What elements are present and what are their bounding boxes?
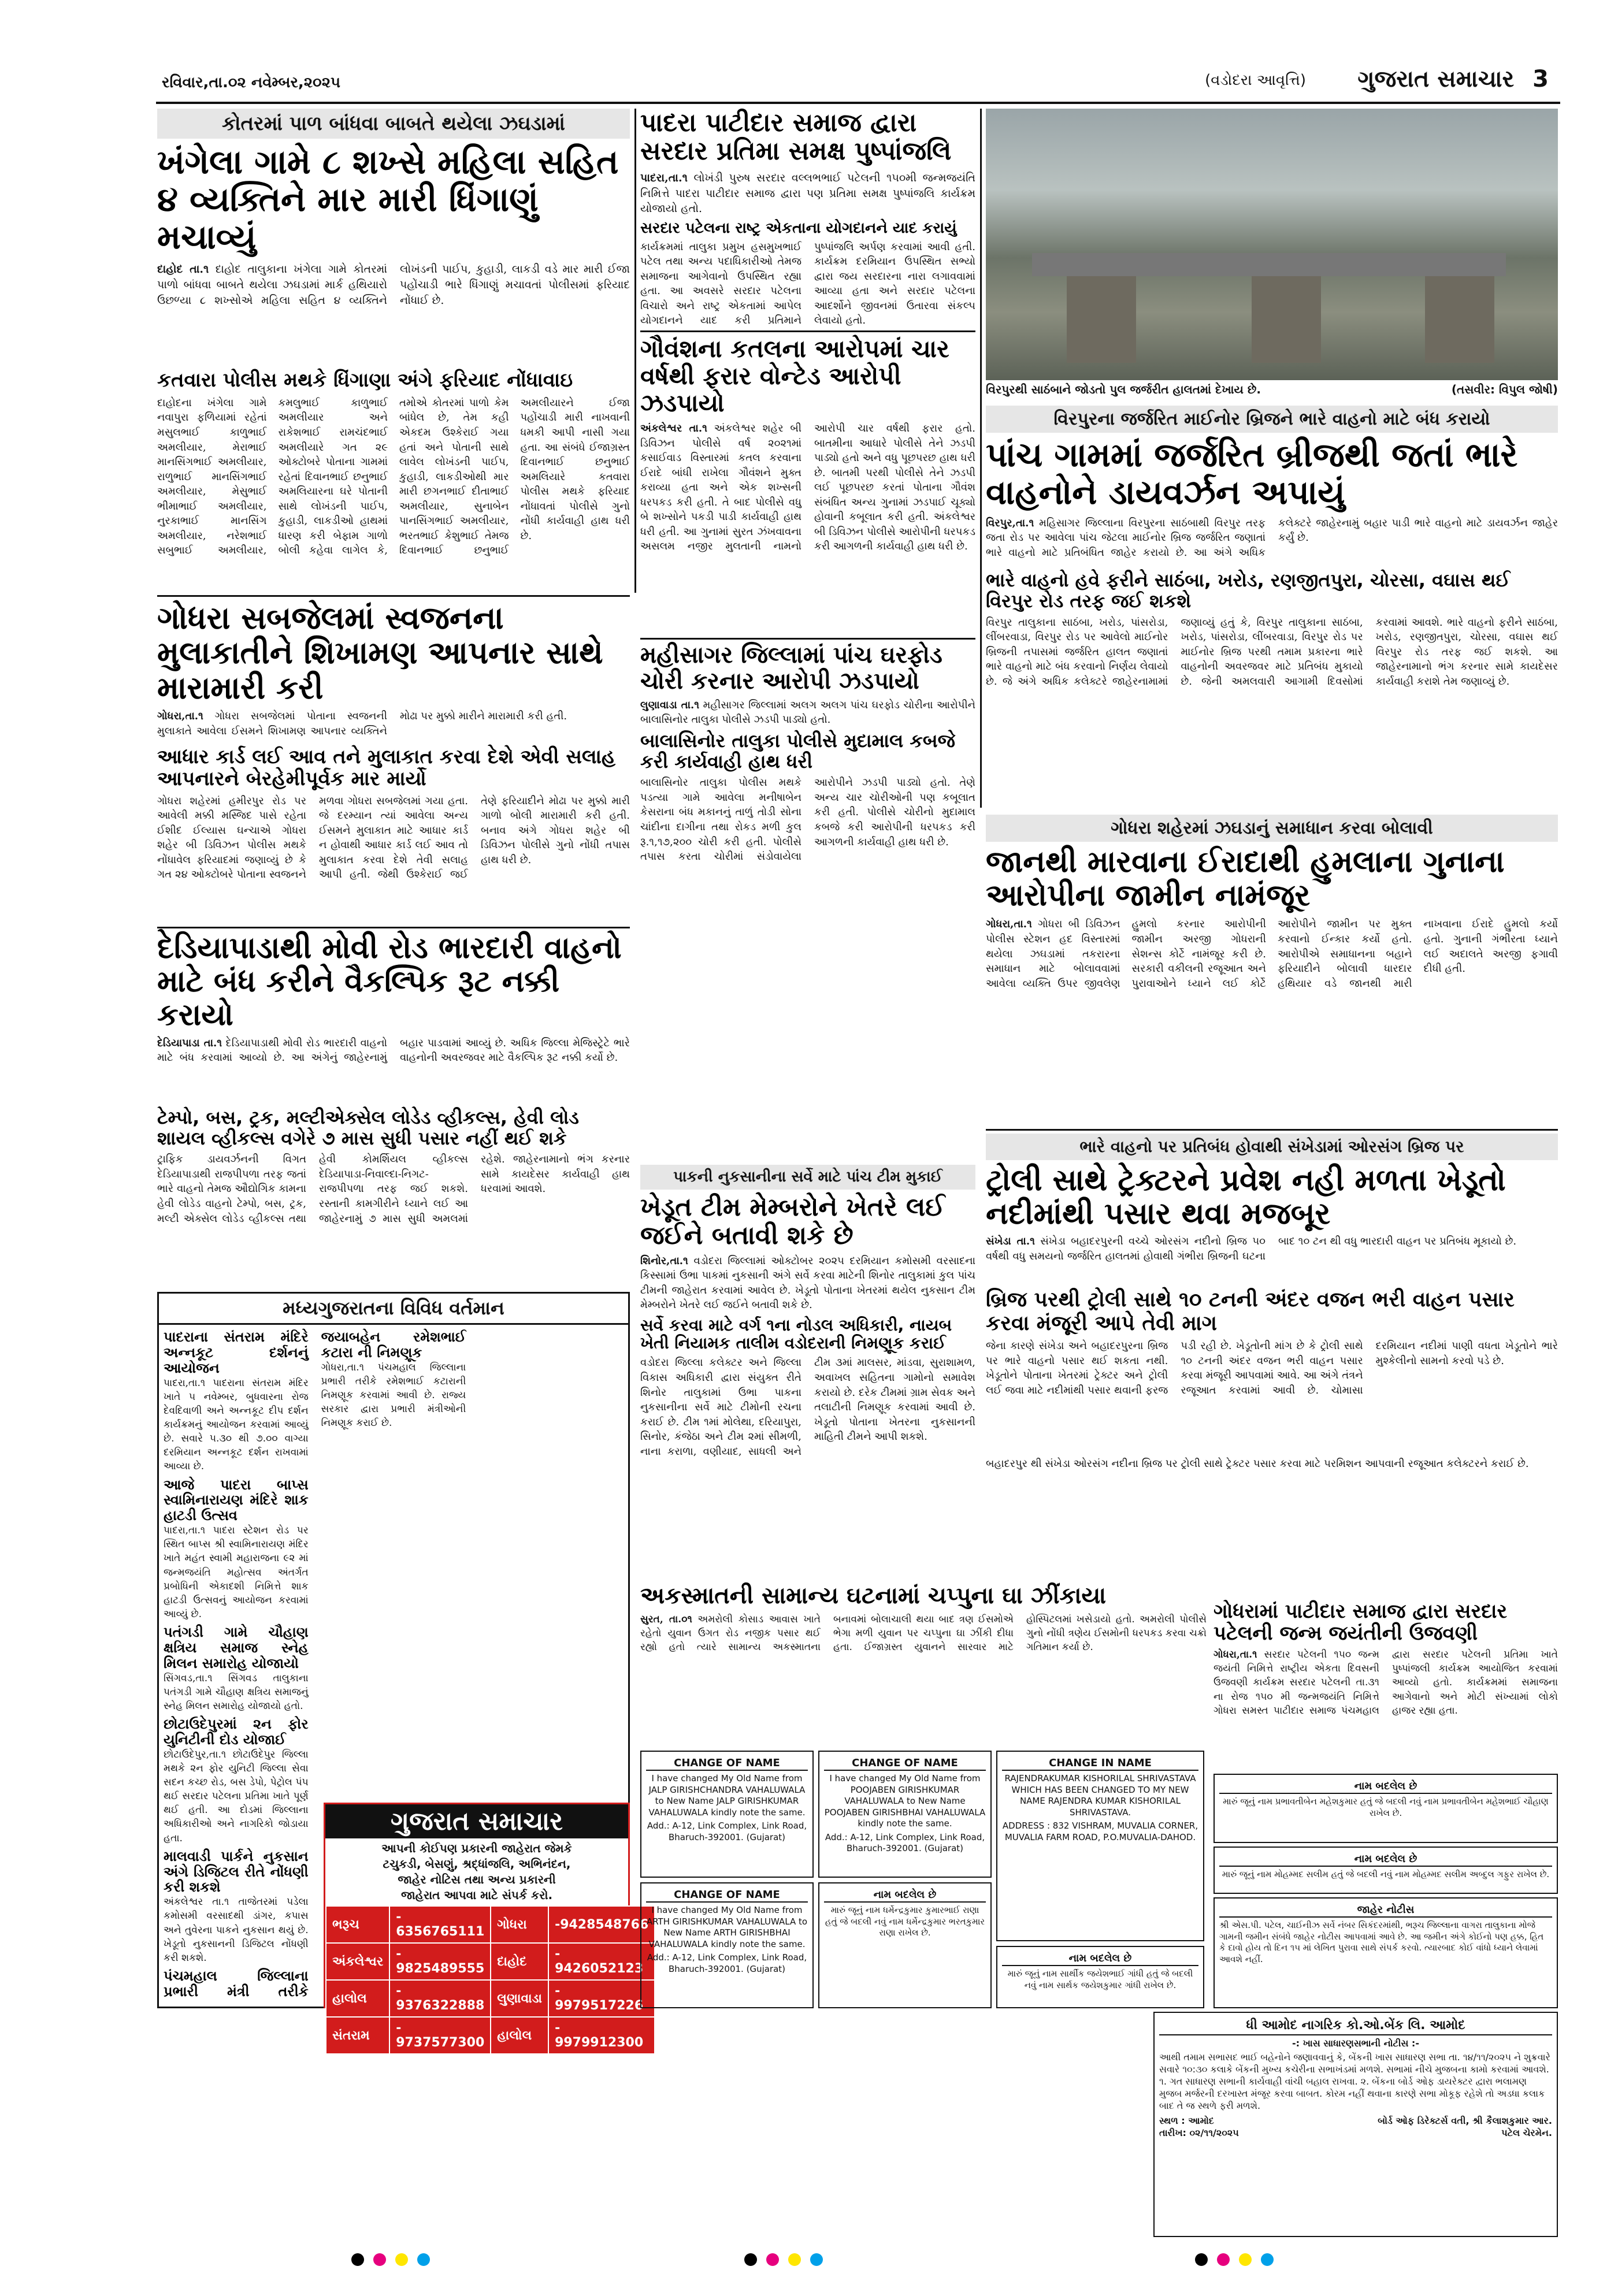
r1-body: પાદરા,તા.૧ પાદરાના સંતરામ મંદિર ખાતે ૫ નવેમ્બર, બુધવારના રોજ દેવદિવાળી અને અન્નકૂટ દીપ દર્શન કાર્યક્રમનું આયોજન કરવામાં આવ્યું છે. સવારે ૫.૩૦ થી ૭.૦૦ વાગ્યા દરમિયાન અન્નકૂટ દર્શન રાખવામાં આવ્યા છે. [164,1377,309,1473]
a9-body2: વડોદરા જિલ્લા કલેક્ટર અને જિલ્લા વિકાસ અધિકારી દ્વારા સંયુક્ત રીતે શિનોર તાલુકામાં ઉભા પાકના નુકસાનીના સર્વે માટે ટીમોની રચના કરાઈ છે. ટીમ ૧માં મોલેથા, દરિયાપુરા, સિનોર, કંજેઠા અને ટીમ ૨માં સીમળી, નાના કરાળા, વણીયાદ, સાધલી અને ટીમ ૩માં માલસર, માંડવા, સુરાશામળ, અવાખલ સહિતના ગામોનો સમાવેશ કરાયો છે. દરેક ટીમમાં ગ્રામ સેવક અને તલાટીની નિમણૂક કરવામાં આવી છે. ખેડૂતો પોતાના ખેતરના નુકસાનની માહિતી ટીમને આપી શકશે. [640,1357,975,1458]
page-number: 3 [1532,66,1549,92]
ad-contact-cell: લુણાવાડા [491,1980,548,2017]
a8-headline: દેડિયાપાડાથી મોવી રોડ ભારદારી વાહનો માટે બંધ કરીને વૈકલ્પિક રૂટ નક્કી કરાયો [157,931,622,1033]
ad-contact-row [326,1943,655,1980]
row-rule [986,1129,1558,1131]
a7-headline: જાનથી મારવાના ઈરાદાથી હુમલાના ગુનાના આરોપીના જામીન નામંજૂર [986,845,1505,913]
registration-dot [373,2253,386,2266]
a5-headline: ગોધરા સબજેલમાં સ્વજનના મુલાકાતીને શિખામણ આપનાર સાથે મારામારી કરી [157,600,603,706]
n3-title: CHANGE IN NAME [1002,1756,1198,1771]
a10-dateline: સંખેડા તા.૧ [986,1235,1035,1248]
a6-dateline: લુણાવાડા તા.૧ [640,699,700,711]
registration-dot [351,2253,364,2266]
col-rule [980,109,982,808]
n4-text: I have changed My Old Name from ARTH GIRISHKUMAR VAHALUWALA to New Name ARTH GIRISHBHAI VAHALUWALA kindly note the same. [646,1905,808,1949]
registration-dot [1261,2253,1274,2266]
a9-headline: ખેડૂત ટીમ મેમ્બરોને ખેતરે લઈ જઈને બતાવી શકે છે [640,1192,945,1251]
a7-dateline: ગોધરા,તા.૧ [986,918,1032,931]
row-rule [640,638,975,640]
registration-dot [1195,2253,1208,2266]
ad-contact-cell: દાહોદ [491,1943,548,1980]
public-notice [1214,1897,1558,2008]
registration-marks-left [347,2253,485,2276]
a9-kicker: પાકની નુકસાનીના સર્વે માટે પાંચ ટીમ મુકાઈ [640,1165,975,1190]
ad-contact-cell: - 9979517226 [548,1980,655,2017]
article-khangela [157,109,630,593]
r6-body: ગોધરા,તા.૧ પંચમહાલ જિલ્લાના પ્રભારી તરીકે રમેશભાઈ કટારાની નિમણૂક કરવામાં આવી છે. રાજ્ય સરકાર દ્વારા પ્રભારી મંત્રીઓની નિમણૂક કરાઈ છે. [321,1361,466,1429]
photo-credit: (તસવીર: વિપુલ જોષી) [1451,382,1558,396]
g4-title: નામ બદલેલ છે [1219,1852,1552,1867]
notice-gujarati-3 [1214,1774,1558,1843]
r2-head: આજે પાદરા બાપ્સ સ્વામિનારાયણ મંદિરે શાક હાટડી ઉત્સવ [164,1476,309,1524]
a8-dateline: દેડિયાપાડા તા.૧ [157,1036,222,1049]
a4-subhead: ભારે વાહનો હવે ફરીને સાઠંબા, ખરોડ, રણજીતપુરા, ચોરસા, વઘાસ થઈ વિરપુર રોડ તરફ જઈ શકશે [986,569,1511,612]
row-rule [157,927,630,928]
regional-banner: મધ્યગુજરાતના વિવિધ વર્તમાન [159,1294,628,1325]
bridge-photo [986,109,1558,380]
notice-gujarati-2 [996,1946,1204,2008]
r4-head: છોટાઉદેપુરમાં ૨ન ફોર યુનિટીની દોડ યોજાઈ [164,1716,309,1748]
ad-line1: આપની કોઈપણ પ્રકારની જાહેરાત જેમકે [381,1841,572,1855]
notice-gujarati-4 [1214,1847,1558,1894]
a1-kicker: કોતરમાં પાળ બાંધવા બાબતે થયેલા ઝઘડામાં [157,109,630,139]
a12-headline: અકસ્માતની સામાન્ય ઘટનામાં ચપ્પુના ઘા ઝીંકાયા [640,1582,1107,1609]
n2-addr: Add.: A-12, Link Complex, Link Road, Bharuch-392001. (Gujarat) [825,1831,985,1854]
a3-dateline: અંકલેશ્વર તા.૧ [640,422,707,435]
n2-title: CHANGE OF NAME [824,1756,986,1771]
ad-brand: ગુજરાત સમાચાર [325,1804,628,1838]
r4-body: છોટાઉદેપુર,તા.૧ છોટાઉદેપુર જિલ્લા મથકે ૨ન ફોર યુનિટી જિલ્લા સેવા સદન કચ્છ રોડ, બસ ડેપો, પેટ્રોલ પંપ થઈ સરદાર પટેલના પ્રતિમા ખાતે પૂર્ણ થઈ હતી. આ દોડમાં જિલ્લાના અધિકારીઓ અને નાગરિકો જોડાયા હતા. [164,1748,309,1844]
a4-kicker: વિરપુરના જર્જરિત માઈનોર બ્રિજને ભારે વાહનો માટે બંધ કરાયો [986,406,1558,433]
bank-text: આથી તમામ સભાસદ ભાઈ બહેનોને જણાવવાનું કે, બેંકની ખાસ સાધારણ સભા તા. ૧૪/૧૧/૨૦૨૫ ને શુક્રવારે સવારે ૧૦:૩૦ કલાકે બેંકની મુખ્ય કચેરીના સભાખંડમાં મળશે. સભામાં નીચે મુજબના કામો કરવામાં આવશે. ૧. ગત સાધારણ સભાની કાર્યવાહી વાંચી બહાલ રાખવા. ૨. બેંકના બોર્ડ ઓફ ડાયરેક્ટર દ્વારા ભલામણ મુજબ મર્જરની દરખાસ્ત મંજૂર કરવા બાબત. કોરમ નહીં થવાના કારણે સભા મોકૂફ રહેશે તો અડધા કલાક બાદ તે જ સ્થળે ફરી મળશે. [1159,2052,1550,2111]
masthead [1318,66,1549,99]
n4-title: CHANGE OF NAME [646,1888,808,1903]
r2-body: પાદરા,તા.૧ પાદરા સ્ટેશન રોડ પર સ્થિત બાપ્સ શ્રી સ્વામિનારાયણ મંદિર ખાતે મહંત સ્વામી મહારાજના ૯૨ માં જન્મજયંતિ મહોત્સવ અંતર્ગત પ્રબોધિની એકાદશી નિમિત્તે શાક હાટડી ઉત્સવનું આયોજન કરવામાં આવ્યું છે. [164,1525,309,1620]
n1-title: CHANGE OF NAME [646,1756,808,1771]
a11-dateline: ગોધરા,તા.૧ [1214,1649,1257,1661]
notice-gujarati-1 [818,1882,992,2008]
a6-subhead: બાલાસિનોર તાલુકા પોલીસે મુદામાલ કબજે કરી કાર્યવાહી હાથ ધરી [640,729,955,772]
a1-dateline: દાહોદ તા.૧ [157,262,209,276]
a1-body: દાહોદ તાલુકાના ખંગેલા ગામે કોતરમાં પાળો બાંધવા બાબતે થયેલા ઝઘડામાં માર્ક હથિયારો ઉછળ્યા ૮ શખ્સોએ મહિલા સહિત ૪ વ્યક્તિને લોખંડની પાઈપ, કુહાડી, લાકડી વડે માર મારી ઈજા પહોંચાડી ભારે ધિંગાણું મચાવતાં પોલીસમાં ફરિયાદ નોંધાઈ છે. [157,262,630,307]
ad-contact-cell: - 9426052123 [548,1943,655,1980]
registration-dot [766,2253,779,2266]
article-gauvansh [640,335,975,636]
ad-contact-cell: - 9737577300 [389,2017,491,2054]
ad-contact-row [326,1906,655,1943]
a8-body: દેડિયાપાડાથી મોવી રોડ ભારદારી વાહનો માટે બંધ કરવામાં આવ્યો છે. આ અંગેનું જાહેરનામું બહાર પાડવામાં આવ્યું છે. અધિક જિલ્લા મેજિસ્ટ્રેટે ભારે વાહનોની અવરજવર માટે વૈકલ્પિક રૂટ નક્કી કર્યો છે. [157,1036,630,1064]
ad-contact-cell: અંકલેશ્વર [326,1943,389,1980]
ad-contact-cell: સંતરામ [326,2017,389,2054]
article-mahisagar-theft [640,642,975,1162]
r1-head: પાદરાના સંતરામ મંદિરે અન્નકૂટ દર્શનનું આયોજન [164,1329,309,1376]
g2-title: નામ બદલેલ છે [1002,1952,1198,1966]
registration-marks-right [1190,2253,1329,2276]
a5-body2: ગોધરા શહેરમાં હમીરપુર રોડ પર આવેલી મક્કી મસ્જિદ પાસે રહેતા ઈશીદ ઈલ્યાસ ઘન્ચાએ ગોધરા શહેર બી ડિવિઝન પોલીસ મથકે નોંધાવેલ ફરિયાદમાં જણાવ્યું છે કે ગત ૨૪ ઓક્ટોબરે પોતાના સ્વજનને મળવા ગોધરા સબજેલમાં ગયા હતા. જે દરમ્યાન ત્યાં આવેલા અન્ય ઈસમને મુલાકાત માટે આધાર કાર્ડ ન હોવાથી આધાર કાર્ડ લઈ આવ તો મુલાકાત કરવા દેશે તેવી સલાહ આપી હતી. જેથી ઉશ્કેરાઈ જઈ તેણે ફરિયાદીને મોઢા પર મુક્કો મારી ગાળો બોલી મારામારી કરી હતી. બનાવ અંગે ગોધરા શહેર બી ડિવિઝન પોલીસે ગુનો નોંધી તપાસ હાથ ધરી છે. [157,794,630,881]
g3-text: મારું જૂનું નામ પ્રભાવતીબેન મહેશકુમાર હતું જે બદલી નવું નામ પ્રભાવતીબેન મહેશભાઈ ચૌહાણ રાખેલ છે. [1223,1796,1549,1818]
a10-body2: જેના કારણે સંખેડા અને બહાદરપુરના બ્રિજ પર ભારે વાહનો પસાર થઈ શકતા નથી. ખેડૂતોને પોતાના ખેતરમાં ટ્રેક્ટર અને ટ્રોલી લઈ જવા માટે નદીમાંથી પસાર થવાની ફરજ પડી રહી છે. ખેડૂતોની માંગ છે કે ટ્રોલી સાથે ૧૦ ટનની અંદર વજન ભરી વાહન પસાર કરવા મંજૂરી આપવામાં આવે. આ અંગે તંત્રને રજૂઆત કરવામાં આવી છે. ચોમાસા દરમિયાન નદીમાં પાણી વધતા ખેડૂતોને ભારે મુશ્કેલીનો સામનો કરવો પડે છે. [986,1340,1558,1396]
ad-contact-cell: ભરૂચ [326,1906,389,1943]
r3-head: પતંગડી ગામે ચૌહાણ ક્ષત્રિય સમાજ સ્નેહ મિલન સમારોહ યોજાયો [164,1624,309,1671]
gujarat-samachar-ad [324,1803,649,2050]
photo-caption: વિરપુરથી સાઠંબાને જોડતો પુલ જર્જરીત હાલતમાં દેખાય છે. [986,382,1261,396]
ad-contact-cell: -9428548766 [548,1906,655,1943]
a6-body: મહીસાગર જિલ્લામાં અલગ અલગ પાંચ ઘરફોડ ચોરીના આરોપીને બાલાસિનોર તાલુકા પોલીસે ઝડપી પાડ્યો હતો. [640,699,975,726]
ad-contact-cell: - 9376322888 [389,1980,491,2017]
a1-subhead: કતવારા પોલીસ મથકે ધિંગાણા અંગે ફરિયાદ નોંધાવાઇ [157,368,573,392]
n4-addr: Add.: A-12, Link Complex, Link Road, Bharuch-392001. (Gujarat) [647,1952,807,1974]
registration-marks-center [740,2253,878,2276]
col-rule [634,109,636,593]
a9-subhead: સર્વે કરવા માટે વર્ગ ૧ના નોડલ અધિકારી, નાયબ ખેતી નિયામક તાલીમ વડોદરાની નિમણૂક કરાઈ [640,1315,952,1353]
a10-kicker: ભારે વાહનો પર પ્રતિબંધ હોવાથી સંખેડામાં ઓરસંગ બ્રિજ પર [986,1134,1558,1160]
a4-dateline: વિરપુર,તા.૧ [986,517,1034,529]
photo-caption-row [986,382,1558,402]
a9-dateline: શિનોર,તા.૧ [640,1254,688,1267]
brand-name: ગુજરાત સમાચાર [1357,66,1515,92]
ad-contact-cell: હાલોલ [491,2017,548,2054]
a11-body: સરદાર પટેલની ૧૫૦ જન્મ જયંતી નિમિત્તે રાષ્ટ્રીય એકતા દિવસની ઉજવણી કાર્યક્રમ સરદાર પટેલની તા.૩૧ ના રોજ ૧૫૦ મી જન્મજયંતિ નિમિત્તે ગોધરા સમસ્ત પાટીદાર સમાજ પંચમહાલ દ્વારા સરદાર પટેલની પ્રતિમા ખાતે પુષ્પાંજલી કાર્યક્રમ આયોજિત કરવામાં આવ્યો હતો. કાર્યક્રમમાં સમાજના આગેવાનો અને મોટી સંખ્યામાં લોકો હાજર રહ્યા હતા. [1214,1649,1558,1717]
article-dediapada-road [157,931,630,1290]
ad-contact-cell: હાલોલ [326,1980,389,2017]
article-crop-survey [640,1165,975,1581]
a1-body2: દાહોદના ખંગેલા ગામે નવાપુરા ફળિયામાં રહેતાં મસુલભાઈ કાળુભાઈ અમલીયાર, મેરાભાઈ માનસિંગભાઈ અમલીયાર, રાળુભાઈ માનસિંગભાઈ અમલીયાર, મેસુભાઈ ભીમાભાઈ અમલીયાર, નુરકાભાઈ માનસિંગ અમલીયાર, નરેશભાઈ સબુભાઈ અમલીયાર, કમલુભાઈ કાળુભાઈ અમલીયાર અને રાકેશભાઈ રામચંદભાઈ અમલીયારે ગત ૨૯ ઓક્ટોબરે પોતાના ગામમાં રહેતાં દિવાનભાઈ છનુભાઈ અમલિયારના ઘરે પોતાની સાથે લોખંડની પાઈપ, કુહાડી, લાકડીઓ હાથમાં ધારણ કરી બેફામ ગાળો બોલી કહેવા લાગેલ કે, તમોએ કોતરમાં પાળો કેમ બાંધેલ છે, તેમ કહી એકદમ ઉશ્કેરાઈ ગયા હતાં અને પોતાની સાથે લાવેલ લોખંડની પાઈપ, કુહાડી, લાકડીઓથી માર મારી છગનભાઈ દીતાભાઈ અમલીયાર, સુનાબેન પાનસિંગભાઈ અમલીયાર, ભરતભાઈ કેશુભાઈ તેમજ દિવાનભાઈ છનુભાઈ અમલીયારને ઈજા પહોંચાડી મારી નાખવાની ધમકી આપી નાસી ગયા હતા. આ સંબંધે ઈજાગ્રસ્ત દિવાનભાઈ છનુભાઈ અમલિયારે કતવારા પોલીસ મથકે ફરિયાદ નોંધાવતાં પોલીસે ગુનો નોંધી કાર્યવાહી હાથ ધરી છે. [157,396,630,557]
header-rule [156,102,1560,104]
a11-kicker: ગોધરામાં પાટીદાર સમાજ દ્વારા સરદાર પટેલની જન્મ જયંતીની ઉજવણી [1214,1600,1508,1645]
public-title: જાહેર નોટીસ [1219,1903,1552,1918]
g1-text: મારું જૂનું નામ ધર્મેન્દ્રકુમાર કુમારભાઈ રાણા હતું જે બદલી નવું નામ ધર્મેન્દ્રકુમાર ભરતકુમાર રાણા રાખેલ છે. [825,1905,985,1938]
ad-contact-cell: - 6356765111 [389,1906,491,1943]
g4-text: મારું જૂનું નામ મોહમ્મદ સલીમ હતું જે બદલી નવું નામ મોહમ્મદ સલીમ અબ્દુલ ગફુર રાખેલ છે. [1222,1869,1550,1880]
a2-headline: પાદરા પાટીદાર સમાજ દ્વારા સરદાર પ્રતિમા સમક્ષ પુષ્પાંજલિ [640,108,952,166]
n1-addr: Add.: A-12, Link Complex, Link Road, Bharuch-392001. (Gujarat) [647,1821,807,1842]
a6-headline: મહીસાગર જિલ્લામાં પાંચ ઘરફોડ ચોરી કરનાર આરોપી ઝડપાયો [640,642,942,694]
notice-change-1 [640,1751,814,1878]
a4-body: મહિસાગર જિલ્લાના વિરપુરના સાઠંબાથી વિરપુર તરફ જતા રોડ પર આવેલા પાંચ જેટલા માઈનોર બ્રિજ જર્જરિત જણાતાં ભારે વાહનો માટે પ્રતિબંધિત જાહેર કરાયો છે. આ અંગે અધિક કલેક્ટરે જાહેરનામું બહાર પાડી ભારે વાહનો માટે ડાયવર્ઝન જાહેર કર્યું છે. [986,517,1558,559]
article-godhra-bail [986,815,1558,1127]
ad-line2: ટચુકડી, બેસણું, શ્રદ્ધાંજલિ, અભિનંદન, [383,1857,571,1871]
a10-tail: બહાદરપુર થી સંખેડા ઓરસંગ નદીના બ્રિજ પર ટ્રોલી સાથે ટ્રેક્ટર પસાર કરવા માટે પરમિશન આપવાની રજૂઆત કલેક્ટરને કરાઈ છે. [986,1458,1529,1470]
a3-body2: બાતમી પરથી પોલીસે તેને ઝડપી લઈ પૂછપરછ કરતાં પોતાના ગૌવંશ સંબંધિત અન્ય ગુનામાં ઝડપાઈ ચૂક્યો હોવાની કબૂલાત કરી હતી. અંકલેશ્વર બી ડિવિઝન પોલીસે આરોપીની ધરપકડ કરી આગળની કાર્યવાહી હાથ ધરી છે. [814,466,975,553]
article-surat-knife [640,1583,1207,1745]
ad-contact-cell: ગોધરા [491,1906,548,1943]
ad-contact-row [326,1980,655,2017]
article-padra-patidar [640,109,975,328]
a5-subhead: આધાર કાર્ડ લઈ આવ તને મુલાકાત કરવા દેશે એવી સલાહ આપનારને બેરહેમીપૂર્વક માર માર્યો [157,745,616,791]
n1-text: I have changed My Old Name from JALP GIRISHCHANDRA VAHALUWALA to New Name JALP GIRISHKUMAR VAHALUWALA kindly note the same. [648,1773,806,1818]
n3-text: RAJENDRAKUMAR KISHORILAL SHRIVASTAVA WHICH HAS BEEN CHANGED TO MY NEW NAME RAJENDRA KUMAR KISHORILAL SHRIVASTAVA. [1004,1773,1196,1818]
a7-kicker: ગોધરા શહેરમાં ઝઘડાનું સમાધાન કરવા બોલાવી [986,815,1558,842]
a2-subhead: સરદાર પટેલના રાષ્ટ્ર એકતાના યોગદાનને યાદ કરાયું [640,220,957,237]
bank-subtitle: -: ખાસ સાધારણસભાની નોટીસ :- [1292,2037,1419,2049]
a10-subhead: બ્રિજ પરથી ટ્રોલી સાથે ૧૦ ટનની અંદર વજન ભરી વાહન પસાર કરવા મંજૂરી આપે તેવી માગ [986,1288,1515,1335]
row-rule [157,595,630,597]
notice-change-4 [640,1882,814,2008]
a10-body: સંખેડા બહાદરપુરની વચ્ચે ઓરસંગ નદીનો બ્રિજ ૫૦ વર્ષથી વધુ સમયનો જર્જરિત હાલતમાં હોવાથી ગંભીરા બ્રિજની ઘટના બાદ ૧૦ ટન થી વધુ ભારદારી વાહન પર પ્રતિબંધ મૂકાયો છે. [986,1235,1517,1263]
a6-body2: બાલાસિનોર તાલુકા પોલીસ મથકે પડત્યા ગામે આવેલા મનીષાબેન કેસરાના બંધ મકાનનું તાળું તોડી સોના ચાંદીના દાગીના તથા રોકડ મળી કુલ રૂ.૧,૧૭,૨૦૦ ચોરી કરી હતી. પોલીસે તપાસ કરતા ચોરીમાં સંડોવાયેલા આરોપીને ઝડપી પાડ્યો હતો. તેણે અન્ય ચાર ચોરીઓની પણ કબૂલાત કરી હતી. પોલીસે ચોરીનો મુદામાલ કબજે કરી આરોપીની ધરપકડ કરી આગળની કાર્યવાહી હાથ ધરી છે. [640,777,975,863]
a4-headline: પાંચ ગામમાં જર્જરિત બ્રીજથી જતાં ભારે વાહનોને ડાયવર્ઝન અપાયું [986,435,1518,512]
article-godhra-patidar [1214,1600,1558,1768]
ad-contact-cell: - 9825489555 [389,1943,491,1980]
registration-dot [1239,2253,1252,2266]
article-godhra-subjail [157,601,630,924]
bank-sign: બોર્ડ ઓફ ડિરેક્ટર્સ વતી, શ્રી કૈલાશકુમાર આર. પટેલ ચેરમેન. [1378,2115,1552,2139]
notice-change-2 [818,1751,992,1878]
a2-body: લોખંડી પુરુષ સરદાર વલ્લભભાઈ પટેલની ૧૫૦મી જન્મજયંતિ નિમિત્તે પાદરા પાટીદાર સમાજ દ્વારા પણ પ્રતિમા સમક્ષ પુષ્પાંજલિ કાર્યક્રમ યોજાયો હતો. [640,171,975,216]
g1-title: નામ બદલેલ છે [824,1888,986,1903]
row-rule [640,330,975,332]
ad-line3: જાહેર નોટિસ તથા અન્ય પ્રકારની [398,1873,556,1886]
a5-body: ગોધરા સબજેલમાં પોતાના સ્વજનની મુલાકાતે આવેલા ઈસમને શિખામણ આપનાર વ્યક્તિને મોઢા પર મુક્કો મારીને મારામારી કરી હતી. [157,710,567,737]
registration-dot [395,2253,408,2266]
registration-dot [788,2253,801,2266]
ad-contact-row [326,2017,655,2054]
r3-body: સિંગવડ,તા.૧ સિંગવડ તાલુકાના પતંગડી ગામે ચૌહાણ ક્ષત્રિય સમાજનું સ્નેહ મિલન સમારોહ યોજાયો હતો. [164,1672,309,1712]
a9-body: વડોદરા જિલ્લામાં ઓક્ટોબર ૨૦૨૫ દરમિયાન કમોસમી વરસાદના કિસ્સામાં ઉભા પાકમાં નુકસાની અંગે સર્વે કરવા માટેની શિનોર તાલુકામાં કુલ પાંચ ટીમની જાહેરાત કરવામાં આવેલ છે. ખેડૂતો પોતાના ખેતરમાં થયેલ નુકસાન ટીમ મેમ્બરોને ખેતરે લઈ જઈને બતાવી શકે છે. [640,1254,975,1312]
ad-contact-cell: - 9979912300 [548,2017,655,2054]
a3-headline: ગૌવંશના કતલના આરોપમાં ચાર વર્ષથી ફરાર વોન્ટેડ આરોપી ઝડપાયો [640,335,949,418]
a4-body2: વિરપુર તાલુકાના સાઠંબા, ખરોડ, પાંસરોડા, લીંબરવાડા, વિરપુર રોડ પર આવેલો માઈનોર બ્રિજની તપાસમાં જર્જરિત હાલત જણાતાં ભારે વાહનો માટે બંધ કરવાનો નિર્ણય લેવાયો છે. જે અંગે અધિક કલેક્ટરે જાહેરનામામાં જણાવ્યું હતું કે, વિરપુર તાલુકાના સાઠંબા, ખરોડ, પાંસરોડા, લીંબરવાડા, વિરપુર રોડ પર માઈનોર બ્રિજ પરથી તમામ પ્રકારના ભારે વાહનોની અવરજવર માટે પ્રતિબંધ મુકાયો છે. જેની અમલવારી આગામી દિવસોમાં કરવામાં આવશે. ભારે વાહનો ફરીને સાઠંબા, ખરોડ, રણજીતપુરા, ચોરસા, વઘાસ થઈ વિરપુર રોડ તરફ જઈ શકશે. આ જાહેરનામાનો ભંગ કરનાર સામે કાયદેસર કાર્યવાહી કરાશે તેમ જણાવ્યું છે. [986,616,1558,688]
registration-dot [417,2253,430,2266]
bank-meeting-notice [1153,2012,1558,2237]
a1-headline: ખંગેલા ગામે ૮ શખ્સે મહિલા સહિત ૪ વ્યક્તિને માર મારી ધિંગાણું મચાવ્યું [157,142,619,257]
g2-text: મારું જૂનું નામ સાર્થીક જયેશભાઈ ગાંધી હતું જે બદલી નવું નામ સાર્થક જયેશકુમાર ગાંધી રાખેલ છે. [1007,1968,1193,1990]
ad-line4: જાહેરાત આપવા માટે સંપર્ક કરો. [400,1888,553,1902]
r5-body: અંકલેશ્વર તા.૧ તાજેતરમાં પડેલા કમોસમી વરસાદથી ડાંગર, કપાસ અને તુવેરના પાકને નુકસાન થયું છે. ખેડૂતો નુકસાનની ડિજિટલ નોંધણી કરી શકશે. [164,1896,309,1964]
registration-dot [1217,2253,1230,2266]
g3-title: નામ બદલેલ છે [1219,1779,1552,1794]
a3-body: અંકલેશ્વર શહેર બી ડિવિઝન પોલીસે વર્ષ ૨૦૨૧માં કસાઈવાડ વિસ્તારમાં કતલ કરવાના ઈરાદે બાંધી રાખેલા ગૌવંશને મુક્ત કરાવ્યા હતા અને એક શખ્સની ધરપકડ કરી હતી. તે બાદ પોલીસે વધુ બે શખ્સોને પકડી પાડી કાર્યવાહી હાથ ધરી હતી. આ ગુનામાં સુરત ઝંખવાવના અસલમ નજીર મુલતાની નામનો આરોપી ચાર વર્ષથી ફરાર હતો. બાતમીના આધારે પોલીસે તેને ઝડપી પાડ્યો હતો અને વધુ પૂછપરછ હાથ ધરી છે. [640,422,975,553]
a12-body: અમરોલી કોસાડ આવાસ ખાતે રહેતો યુવાન ઉગત રોડ નજીક પસાર થઈ રહ્યો હતો ત્યારે સામાન્ય અકસ્માતના બનાવમાં બોલાચાલી થયા બાદ ત્રણ ઈસમોએ ભેગા મળી યુવાન પર ચપ્પુના ઘા ઝીંકી દીધા હતા. ઈજાગ્રસ્ત યુવાનને સારવાર માટે હોસ્પિટલમાં ખસેડાયો હતો. અમરોલી પોલીસે ગુનો નોંધી ત્રણેય ઈસમોની ધરપકડ કરવા ચક્રો ગતિમાન કર્યા છે. [640,1613,1207,1654]
a12-dateline: સુરત, તા.૦૧ [640,1613,692,1625]
a7-body: ગોધરા બી ડિવિઝન પોલીસ સ્ટેશન હદ વિસ્તારમાં થયેલા ઝઘડામાં તકરારના સમાધાન માટે બોલાવવામાં આવેલા વ્યક્તિ ઉપર જીવલેણ હુમલો કરનાર આરોપીની જામીન અરજી ગોધરાની સેશન્સ કોર્ટે નામંજૂર કરી છે. સરકારી વકીલની રજૂઆત અને પુરાવાઓને ધ્યાને લઈ કોર્ટે આરોપીને જામીન પર મુક્ત કરવાનો ઈન્કાર કર્યો હતો. આરોપીએ સમાધાનના બહાને ફરિયાદીને બોલાવી ધારદાર હથિયાર વડે જાનથી મારી નાખવાના ઈરાદે હુમલો કર્યો હતો. ગુનાની ગંભીરતા ધ્યાને લઈ અદાલતે અરજી ફગાવી દીધી હતી. [986,918,1558,990]
registration-dot [744,2253,757,2266]
page-date: રવિવાર,તા.૦૨ નવેમ્બર,૨૦૨૫ [162,74,341,91]
n2-text: I have changed My Old Name from POOJABEN GIRISHKUMAR VAHALUWALA to New Name POOJABEN GIRISHBHAI VAHALUWALA kindly note the same. [824,1773,986,1829]
bank-place: સ્થળ : આમોદ [1159,2115,1214,2127]
r5-head: માલવાડી પાર્કને નુકસાન અંગે ડિજિટલ રીતે નોંધણી કરી શકશે [164,1848,309,1896]
a10-headline: ટ્રોલી સાથે ટ્રેક્ટરને પ્રવેશ નહી મળતા ખેડૂતો નદીમાંથી પસાર થવા મજબૂર [986,1163,1506,1232]
public-text: શ્રી એસ.પી. પટેલ, ચાઈનીઝ સર્વે નંબર સિકંદરમાંથી, ભરૂચ જિલ્લાના વાગરા તાલુકાના મોજે ગામની જમીન સંબંધે જાહેર નોટીસ આપવામાં આવે છે. આ જમીન અંગે કોઈનો પણ હક્ક, હિત કે દાવો હોય તો દિન ૧૫ માં લેખિત પુરાવા સાથે સંપર્ક કરવો. ત્યારબાદ કોઈ વાંધો ધ્યાને લેવામાં આવશે નહીં. [1219,1920,1544,1964]
r6-head: પંચમહાલ જિલ્લાના પ્રભારી મંત્રી તરીકે જયાબહેન રમેશભાઈ કટારા ની નિમણૂક [164,1329,466,2000]
registration-dot [810,2253,823,2266]
a8-subhead: ટેમ્પો, બસ, ટ્રક, મલ્ટીએક્સેલ લોડેડ વ્હીકલ્સ, હેવી લોડ શાયલ વ્હીકલ્સ વગેરે ૭ માસ સુધી પસાર નહીં થઈ શકે [157,1106,579,1149]
a2-body2: કાર્યક્રમમાં તાલુકા પ્રમુખ હસમુખભાઈ પટેલ તથા અન્ય પદાધિકારીઓ તેમજ સમાજના આગેવાનો ઉપસ્થિત રહ્યા હતા. આ અવસરે સરદાર પટેલના વિચારો અને રાષ્ટ્ર એકતામાં આપેલ યોગદાનને યાદ કરી પ્રતિમાને પુષ્પાંજલિ અર્પણ કરવામાં આવી હતી. કાર્યક્રમ દરમિયાન ઉપસ્થિત સભ્યો દ્વારા જય સરદારના નારા લગાવવામાં આવ્યા હતા અને સરદાર પટેલના આદર્શોને જીવનમાં ઉતારવા સંકલ્પ લેવાયો હતો. [640,240,975,327]
article-virpur-bridge [986,406,1558,810]
article-orsang-bridge [986,1134,1558,1596]
a8-body2: ટ્રાફિક ડાયવર્ઝનની વિગત દેડિયાપાડાથી રાજપીપળા તરફ જતાં ભારે વાહનો તેમજ ઔદ્યોગિક કામના હેવી લોડેડ વાહનો ટેમ્પો, બસ, ટ્રક, મલ્ટી એક્સેલ લોડેડ વ્હીકલ્સ તથા હેવી કોમર્શિયલ વ્હીકલ્સ દેડિયાપાડા-નિવાલ્દા-નિગટ-રાજપીપળા તરફ જઈ શકશે. રસ્તાની કામગીરીને ધ્યાને લઈ આ જાહેરનામું ૭ માસ સુધી અમલમાં રહેશે. જાહેરનામાનો ભંગ કરનાર સામે કાયદેસર કાર્યવાહી હાથ ધરવામાં આવશે. [157,1153,630,1225]
ad-contacts-table [325,1905,655,2054]
a5-dateline: ગોધરા,તા.૧ [157,710,203,723]
bank-date: તારીખ: ૦૨/૧૧/૨૦૨૫ [1159,2127,1239,2139]
n3-addr: ADDRESS : 832 VISHRAM, MUVALIA CORNER, MUVALIA FARM ROAD, P.O.MUVALIA-DAHOD. [1002,1821,1198,1842]
a2-dateline: પાદરા,તા.૧ [640,171,688,184]
bank-title: ધી આમોદ નાગરિક કો.ઓ.બેંક લિ. આમોદ [1159,2018,1552,2035]
edition-label: (વડોદરા આવૃત્તિ) [1205,72,1306,89]
notice-change-3 [996,1751,1204,1941]
